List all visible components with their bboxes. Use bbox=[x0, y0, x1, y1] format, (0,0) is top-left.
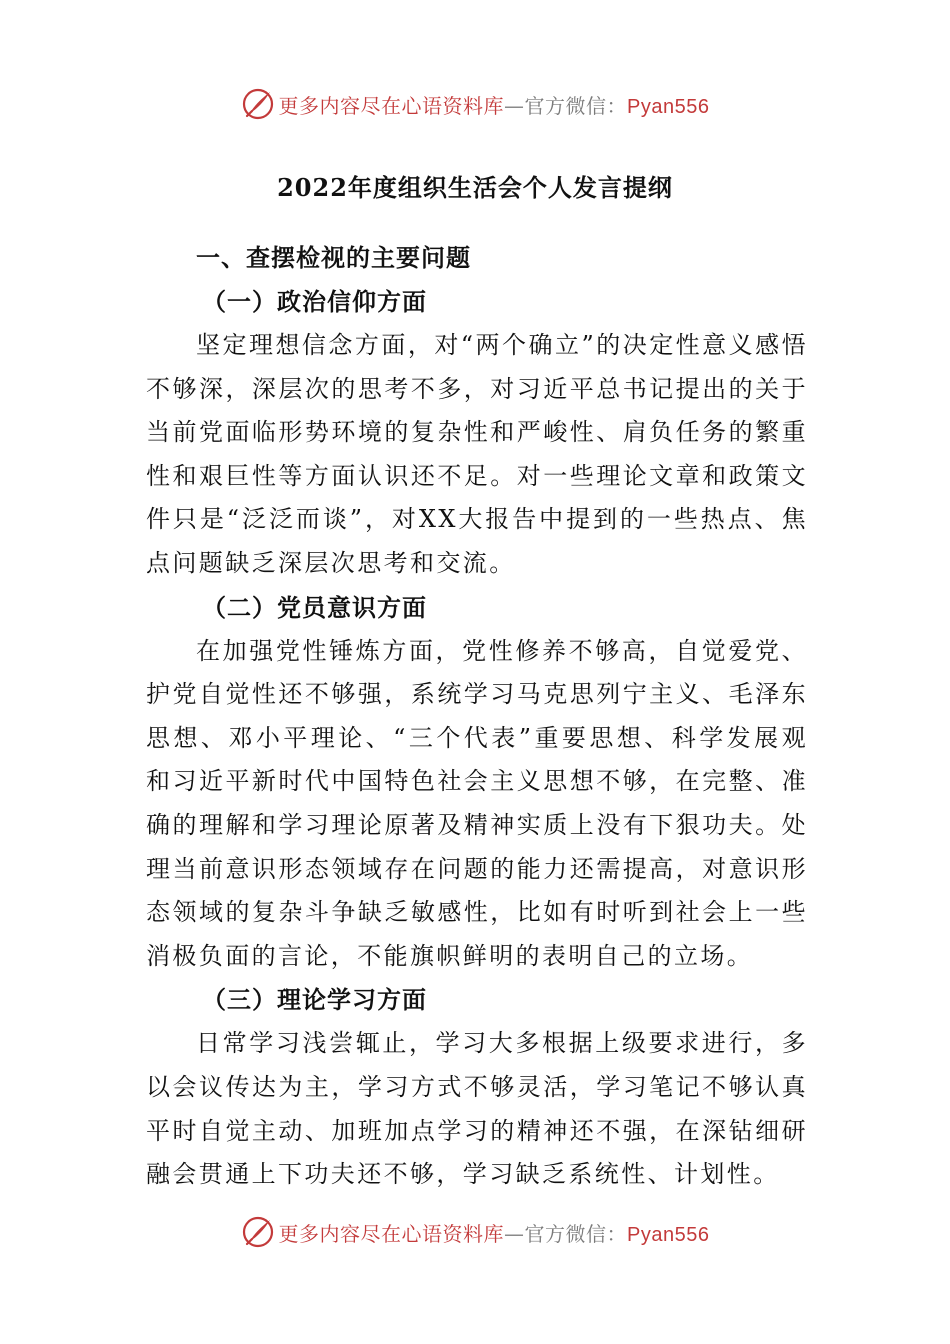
subsection-heading-political-belief: （一）政治信仰方面 bbox=[202, 288, 427, 316]
paragraph-theory-study: 日常学习浅尝辄止，学习大多根据上级要求进行，多以会议传达为主，学习方式不够灵活，学习笔记不够认真平时自觉主动、加班加点学习的精神还不强，在深钻细研融会贯通上下功夫还不够，学习缺乏系统性、计划性。 bbox=[146, 1029, 808, 1189]
watermark-banner-bottom bbox=[0, 1212, 950, 1252]
paragraph-political-belief: 坚定理想信念方面，对“两个确立”的决定性意义感悟不够深，深层次的思考不多，对习近平总书记提出的关于当前党面临形势环境的复杂性和严峻性、肩负任务的繁重性和艰巨性等方面认识还不足。对一些理论文章和政策文件只是“泛泛而谈”，对XX大报告中提到的一些热点、焦点问题缺乏深层次思考和交流。 bbox=[146, 331, 808, 577]
paragraph-party-awareness: 在加强党性锤炼方面，党性修养不够高，自觉爱党、护党自觉性还不够强，系统学习马克思列宁主义、毛泽东思想、邓小平理论、“三个代表”重要思想、科学发展观和习近平新时代中国特色社会主义思想不够，在完整、准确的理解和学习理论原著及精神实质上没有下狠功夫。处理当前意识形态领域存在问题的能力还需提高，对意识形态领域的复杂斗争缺乏敏感性，比如有时听到社会上一些消极负面的言论，不能旗帜鲜明的表明自己的立场。 bbox=[146, 636, 808, 970]
document-body bbox=[146, 236, 808, 1197]
watermark-banner-top bbox=[0, 84, 950, 124]
subsection-heading-theory-study: （三）理论学习方面 bbox=[202, 986, 427, 1015]
subsection-heading-party-awareness: （二）党员意识方面 bbox=[202, 593, 427, 622]
quill-logo-icon bbox=[241, 87, 275, 121]
document-title: 2022年度组织生活会个人发言提纲 bbox=[277, 173, 673, 202]
watermark-text: 更多内容尽在心语资料库—官方微信：Pyan556 bbox=[278, 93, 710, 118]
section-heading: 一、查摆检视的主要问题 bbox=[196, 244, 471, 272]
watermark-text: 更多内容尽在心语资料库—官方微信：Pyan556 bbox=[278, 1221, 710, 1246]
quill-logo-icon bbox=[241, 1215, 275, 1249]
